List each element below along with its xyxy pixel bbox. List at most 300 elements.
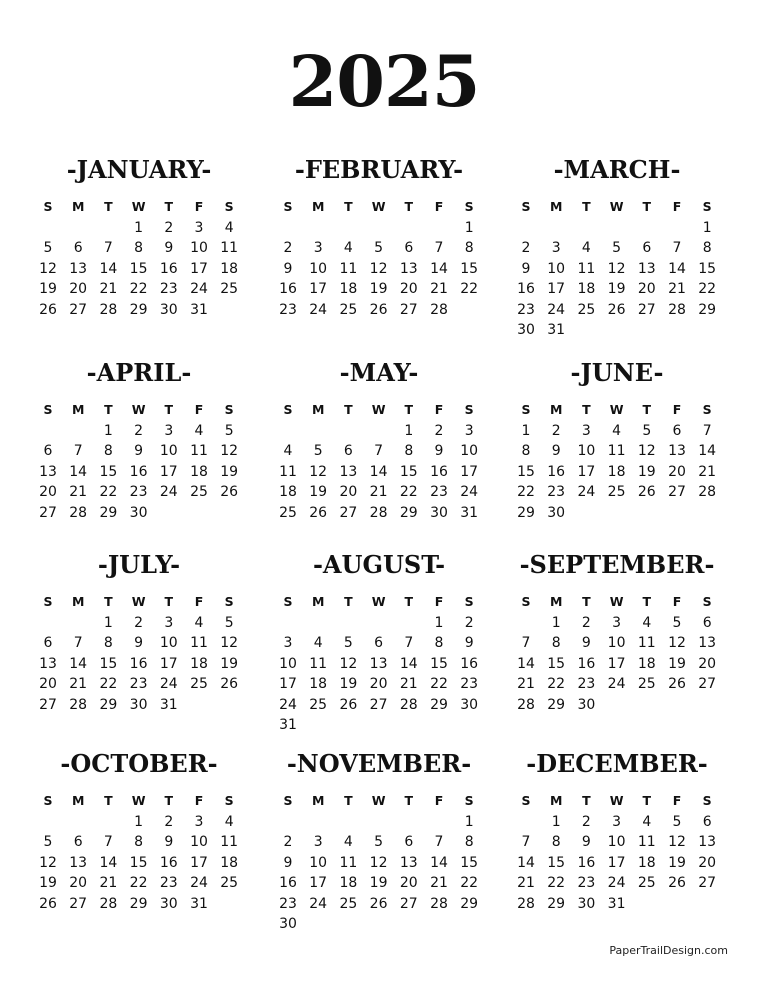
day-cell: 21 xyxy=(399,676,418,692)
day-cell: 6 xyxy=(343,443,353,459)
day-cell: 14 xyxy=(517,655,535,672)
day-cell: 8 xyxy=(464,834,474,850)
day-cell: 29 xyxy=(517,504,535,521)
weekday-label: W xyxy=(609,402,624,417)
day-cell: 19 xyxy=(637,463,656,480)
day-cell: 22 xyxy=(99,484,118,500)
day-cell: 25 xyxy=(279,504,297,521)
day-cell: 9 xyxy=(581,834,591,850)
day-cell: 1 xyxy=(551,614,561,631)
day-cell: 13 xyxy=(399,260,418,277)
weekday-label: M xyxy=(71,594,85,609)
weekday-label: S xyxy=(224,402,234,417)
weekday-label: S xyxy=(702,793,712,808)
day-cell: 1 xyxy=(134,219,144,236)
day-cell: 22 xyxy=(460,875,479,891)
day-cell: 14 xyxy=(668,260,686,277)
weekday-label: M xyxy=(71,793,85,808)
day-cell: 5 xyxy=(672,614,682,631)
day-cell: 28 xyxy=(99,895,118,912)
month-name: -DECEMBER- xyxy=(526,749,708,778)
day-cell: 30 xyxy=(547,504,566,521)
day-cell: 27 xyxy=(69,895,88,912)
day-cell: 6 xyxy=(73,240,83,256)
day-cell: 13 xyxy=(698,834,717,850)
weekday-label: T xyxy=(642,199,652,214)
day-cell: 29 xyxy=(99,504,118,521)
day-cell: 14 xyxy=(517,854,535,871)
day-cell: 31 xyxy=(190,895,208,912)
day-cell: 25 xyxy=(309,696,328,713)
day-cell: 23 xyxy=(159,281,178,297)
day-cell: 6 xyxy=(702,813,712,830)
day-cell: 9 xyxy=(283,854,293,871)
day-cell: 2 xyxy=(134,614,144,631)
day-cell: 6 xyxy=(404,240,414,256)
day-cell: 12 xyxy=(637,443,656,459)
weekday-label: M xyxy=(311,402,325,417)
weekday-label: W xyxy=(131,793,146,808)
weekday-label: S xyxy=(702,199,712,214)
day-cell: 13 xyxy=(339,463,358,480)
day-cell: 19 xyxy=(309,484,328,500)
day-cell: 25 xyxy=(637,875,656,891)
day-cell: 4 xyxy=(283,443,293,459)
day-cell: 21 xyxy=(69,676,88,692)
day-cell: 23 xyxy=(159,875,178,891)
weekday-label: S xyxy=(702,402,712,417)
weekday-label: W xyxy=(609,793,624,808)
day-cell: 9 xyxy=(434,443,444,459)
day-cell: 8 xyxy=(551,635,561,651)
weekday-label: T xyxy=(582,199,591,214)
weekday-label: T xyxy=(404,199,414,214)
weekday-label: M xyxy=(549,199,563,214)
day-cell: 23 xyxy=(279,895,297,912)
day-cell: 13 xyxy=(39,655,57,672)
day-cell: 1 xyxy=(702,219,712,236)
weekday-label: S xyxy=(43,402,53,417)
day-cell: 17 xyxy=(577,463,596,480)
day-cell: 6 xyxy=(702,614,712,631)
day-cell: 24 xyxy=(309,301,328,318)
month-name: -FEBRUARY- xyxy=(294,155,464,184)
month-name: -NOVEMBER- xyxy=(286,749,472,778)
weekday-label: W xyxy=(609,594,624,609)
weekday-label: S xyxy=(224,594,234,609)
day-cell: 1 xyxy=(521,422,531,439)
day-cell: 22 xyxy=(547,875,566,891)
day-cell: 11 xyxy=(607,443,626,459)
weekday-label: W xyxy=(371,793,386,808)
weekday-label: T xyxy=(104,402,113,417)
day-cell: 4 xyxy=(343,834,353,850)
day-cell: 14 xyxy=(698,443,717,459)
day-cell: 28 xyxy=(399,696,418,713)
day-cell: 3 xyxy=(194,219,204,236)
day-cell: 8 xyxy=(434,635,444,651)
day-cell: 12 xyxy=(668,635,686,651)
weekday-label: S xyxy=(464,402,474,417)
day-cell: 25 xyxy=(339,301,358,318)
month-name: -JANUARY- xyxy=(66,155,212,184)
day-cell: 7 xyxy=(73,443,83,459)
day-cell: 28 xyxy=(69,504,88,521)
day-cell: 26 xyxy=(220,484,239,500)
day-cell: 11 xyxy=(339,260,358,277)
day-cell: 23 xyxy=(430,484,448,500)
day-cell: 14 xyxy=(69,655,88,672)
day-cell: 20 xyxy=(369,676,388,692)
day-cell: 2 xyxy=(551,422,561,439)
day-cell: 18 xyxy=(220,260,239,277)
day-cell: 25 xyxy=(577,301,596,318)
weekday-label: S xyxy=(464,594,474,609)
month-name: -MARCH- xyxy=(553,155,681,184)
day-cell: 4 xyxy=(642,813,652,830)
day-cell: 20 xyxy=(637,281,656,297)
day-cell: 11 xyxy=(637,635,656,651)
day-cell: 10 xyxy=(190,240,208,256)
day-cell: 20 xyxy=(698,854,717,871)
day-cell: 18 xyxy=(339,281,358,297)
day-cell: 4 xyxy=(612,422,622,439)
month-name: -JUNE- xyxy=(570,358,664,387)
day-cell: 27 xyxy=(698,676,717,692)
day-cell: 17 xyxy=(279,676,297,692)
day-cell: 12 xyxy=(369,854,388,871)
day-cell: 5 xyxy=(343,635,353,651)
day-cell: 23 xyxy=(460,676,479,692)
day-cell: 23 xyxy=(279,301,297,318)
day-cell: 28 xyxy=(698,484,717,500)
day-cell: 6 xyxy=(672,422,682,439)
day-cell: 21 xyxy=(517,875,535,891)
day-cell: 14 xyxy=(69,463,88,480)
day-cell: 10 xyxy=(577,443,596,459)
day-cell: 29 xyxy=(547,696,566,713)
day-cell: 3 xyxy=(612,813,622,830)
weekday-label: S xyxy=(521,594,531,609)
weekday-label: W xyxy=(609,199,624,214)
day-cell: 7 xyxy=(521,635,531,651)
day-cell: 11 xyxy=(577,260,596,277)
day-cell: 30 xyxy=(159,895,178,912)
day-cell: 20 xyxy=(668,463,686,480)
day-cell: 30 xyxy=(129,504,148,521)
day-cell: 13 xyxy=(399,854,418,871)
day-cell: 8 xyxy=(103,635,113,651)
day-cell: 18 xyxy=(309,676,328,692)
day-cell: 5 xyxy=(642,422,652,439)
day-cell: 25 xyxy=(190,484,208,500)
day-cell: 21 xyxy=(69,484,88,500)
day-cell: 15 xyxy=(430,655,448,672)
day-cell: 18 xyxy=(190,655,208,672)
day-cell: 8 xyxy=(551,834,561,850)
day-cell: 28 xyxy=(430,895,448,912)
day-cell: 19 xyxy=(369,281,388,297)
day-cell: 12 xyxy=(220,443,239,459)
day-cell: 2 xyxy=(134,422,144,439)
day-cell: 30 xyxy=(460,696,479,713)
day-cell: 8 xyxy=(134,834,144,850)
day-cell: 3 xyxy=(464,422,474,439)
day-cell: 25 xyxy=(220,875,239,891)
weekday-label: S xyxy=(521,793,531,808)
day-cell: 20 xyxy=(698,655,717,672)
day-cell: 29 xyxy=(129,895,148,912)
day-cell: 2 xyxy=(521,240,531,256)
day-cell: 14 xyxy=(399,655,418,672)
weekday-label: F xyxy=(672,594,682,609)
day-cell: 28 xyxy=(517,696,535,713)
day-cell: 31 xyxy=(547,322,566,338)
day-cell: 11 xyxy=(190,443,208,459)
day-cell: 31 xyxy=(279,717,297,733)
day-cell: 9 xyxy=(581,635,591,651)
day-cell: 16 xyxy=(577,655,596,672)
day-cell: 8 xyxy=(103,443,113,459)
weekday-label: S xyxy=(283,793,293,808)
day-cell: 31 xyxy=(190,301,208,318)
day-cell: 28 xyxy=(430,301,448,318)
day-cell: 17 xyxy=(547,281,566,297)
weekday-label: F xyxy=(672,793,682,808)
day-cell: 26 xyxy=(369,301,388,318)
day-cell: 8 xyxy=(404,443,414,459)
day-cell: 24 xyxy=(279,696,297,713)
weekday-label: T xyxy=(582,402,591,417)
day-cell: 14 xyxy=(430,260,448,277)
day-cell: 23 xyxy=(129,676,148,692)
day-cell: 10 xyxy=(547,260,566,277)
weekday-label: F xyxy=(194,594,204,609)
day-cell: 31 xyxy=(460,504,479,521)
day-cell: 24 xyxy=(190,281,208,297)
day-cell: 23 xyxy=(547,484,566,500)
weekday-label: S xyxy=(43,199,53,214)
day-cell: 5 xyxy=(612,240,622,256)
day-cell: 22 xyxy=(460,281,479,297)
day-cell: 21 xyxy=(99,875,118,891)
day-cell: 27 xyxy=(69,301,88,318)
day-cell: 30 xyxy=(129,696,148,713)
day-cell: 26 xyxy=(369,895,388,912)
day-cell: 16 xyxy=(129,463,148,480)
day-cell: 17 xyxy=(190,260,208,277)
day-cell: 27 xyxy=(369,696,388,713)
day-cell: 15 xyxy=(129,260,148,277)
day-cell: 7 xyxy=(521,834,531,850)
weekday-label: T xyxy=(164,594,174,609)
day-cell: 2 xyxy=(464,614,474,631)
day-cell: 30 xyxy=(517,322,535,338)
day-cell: 16 xyxy=(517,281,535,297)
day-cell: 15 xyxy=(517,463,535,480)
day-cell: 8 xyxy=(464,240,474,256)
day-cell: 7 xyxy=(434,834,444,850)
day-cell: 16 xyxy=(159,854,178,871)
day-cell: 7 xyxy=(702,422,712,439)
day-cell: 24 xyxy=(607,875,626,891)
month-name: -APRIL- xyxy=(86,358,192,387)
day-cell: 16 xyxy=(279,875,297,891)
day-cell: 1 xyxy=(134,813,144,830)
weekday-label: W xyxy=(131,402,146,417)
day-cell: 14 xyxy=(99,854,118,871)
day-cell: 8 xyxy=(134,240,144,256)
day-cell: 24 xyxy=(309,895,328,912)
weekday-label: F xyxy=(194,199,204,214)
weekday-label: M xyxy=(311,594,325,609)
day-cell: 21 xyxy=(668,281,686,297)
day-cell: 3 xyxy=(313,240,323,256)
weekday-label: S xyxy=(224,793,234,808)
day-cell: 4 xyxy=(313,635,323,651)
day-cell: 11 xyxy=(637,834,656,850)
day-cell: 20 xyxy=(39,676,57,692)
day-cell: 22 xyxy=(99,676,118,692)
day-cell: 29 xyxy=(698,301,717,318)
day-cell: 17 xyxy=(159,655,178,672)
day-cell: 9 xyxy=(521,260,531,277)
weekday-label: T xyxy=(642,594,652,609)
day-cell: 16 xyxy=(129,655,148,672)
day-cell: 2 xyxy=(164,219,174,236)
day-cell: 27 xyxy=(698,875,717,891)
day-cell: 1 xyxy=(404,422,414,439)
weekday-label: T xyxy=(164,402,174,417)
day-cell: 3 xyxy=(313,834,323,850)
weekday-label: T xyxy=(104,594,113,609)
day-cell: 19 xyxy=(668,655,686,672)
day-cell: 9 xyxy=(134,443,144,459)
day-cell: 15 xyxy=(547,854,566,871)
weekday-label: T xyxy=(344,793,353,808)
day-cell: 25 xyxy=(339,895,358,912)
day-cell: 4 xyxy=(194,422,204,439)
day-cell: 7 xyxy=(404,635,414,651)
day-cell: 13 xyxy=(698,635,717,651)
weekday-label: T xyxy=(164,199,174,214)
day-cell: 11 xyxy=(220,240,239,256)
day-cell: 9 xyxy=(164,240,174,256)
day-cell: 12 xyxy=(39,854,57,871)
weekday-label: S xyxy=(521,402,531,417)
day-cell: 27 xyxy=(637,301,656,318)
day-cell: 5 xyxy=(43,834,53,850)
day-cell: 26 xyxy=(220,676,239,692)
day-cell: 22 xyxy=(517,484,535,500)
month-name: -JULY- xyxy=(97,550,181,579)
day-cell: 24 xyxy=(159,484,178,500)
day-cell: 19 xyxy=(39,281,57,297)
weekday-label: S xyxy=(283,594,293,609)
day-cell: 17 xyxy=(309,875,328,891)
day-cell: 15 xyxy=(99,463,118,480)
day-cell: 21 xyxy=(517,676,535,692)
weekday-label: M xyxy=(311,199,325,214)
day-cell: 16 xyxy=(577,854,596,871)
day-cell: 29 xyxy=(129,301,148,318)
weekday-label: W xyxy=(131,199,146,214)
day-cell: 20 xyxy=(339,484,358,500)
day-cell: 9 xyxy=(551,443,561,459)
day-cell: 26 xyxy=(339,696,358,713)
day-cell: 1 xyxy=(103,614,113,631)
weekday-label: S xyxy=(43,793,53,808)
day-cell: 3 xyxy=(194,813,204,830)
day-cell: 18 xyxy=(339,875,358,891)
day-cell: 1 xyxy=(434,614,444,631)
weekday-label: T xyxy=(164,793,174,808)
day-cell: 12 xyxy=(369,260,388,277)
weekday-label: S xyxy=(43,594,53,609)
day-cell: 13 xyxy=(69,854,88,871)
day-cell: 11 xyxy=(339,854,358,871)
day-cell: 1 xyxy=(551,813,561,830)
day-cell: 20 xyxy=(399,875,418,891)
day-cell: 21 xyxy=(430,875,448,891)
day-cell: 9 xyxy=(134,635,144,651)
day-cell: 12 xyxy=(339,655,358,672)
day-cell: 5 xyxy=(43,240,53,256)
weekday-label: M xyxy=(71,199,85,214)
day-cell: 18 xyxy=(190,463,208,480)
day-cell: 11 xyxy=(309,655,328,672)
day-cell: 24 xyxy=(159,676,178,692)
footer-credit: PaperTrailDesign.com xyxy=(609,944,728,957)
day-cell: 5 xyxy=(374,834,384,850)
day-cell: 23 xyxy=(577,875,596,891)
day-cell: 28 xyxy=(69,696,88,713)
day-cell: 3 xyxy=(164,422,174,439)
day-cell: 30 xyxy=(577,895,596,912)
day-cell: 1 xyxy=(103,422,113,439)
day-cell: 22 xyxy=(399,484,418,500)
day-cell: 27 xyxy=(339,504,358,521)
day-cell: 4 xyxy=(224,813,234,830)
day-cell: 2 xyxy=(434,422,444,439)
day-cell: 12 xyxy=(309,463,328,480)
weekday-label: T xyxy=(404,793,414,808)
day-cell: 3 xyxy=(164,614,174,631)
day-cell: 18 xyxy=(220,854,239,871)
day-cell: 10 xyxy=(190,834,208,850)
day-cell: 9 xyxy=(283,260,293,277)
day-cell: 20 xyxy=(399,281,418,297)
day-cell: 23 xyxy=(577,676,596,692)
day-cell: 29 xyxy=(430,696,448,713)
day-cell: 22 xyxy=(547,676,566,692)
weekday-label: M xyxy=(549,594,563,609)
weekday-label: T xyxy=(582,594,591,609)
day-cell: 3 xyxy=(283,635,293,651)
day-cell: 17 xyxy=(159,463,178,480)
day-cell: 15 xyxy=(460,854,479,871)
day-cell: 17 xyxy=(460,463,479,480)
day-cell: 7 xyxy=(103,240,113,256)
day-cell: 12 xyxy=(607,260,626,277)
day-cell: 30 xyxy=(577,696,596,713)
weekday-label: F xyxy=(672,199,682,214)
weekday-label: S xyxy=(464,793,474,808)
weekday-label: W xyxy=(371,402,386,417)
day-cell: 21 xyxy=(369,484,388,500)
day-cell: 24 xyxy=(547,301,566,318)
day-cell: 21 xyxy=(698,463,717,480)
